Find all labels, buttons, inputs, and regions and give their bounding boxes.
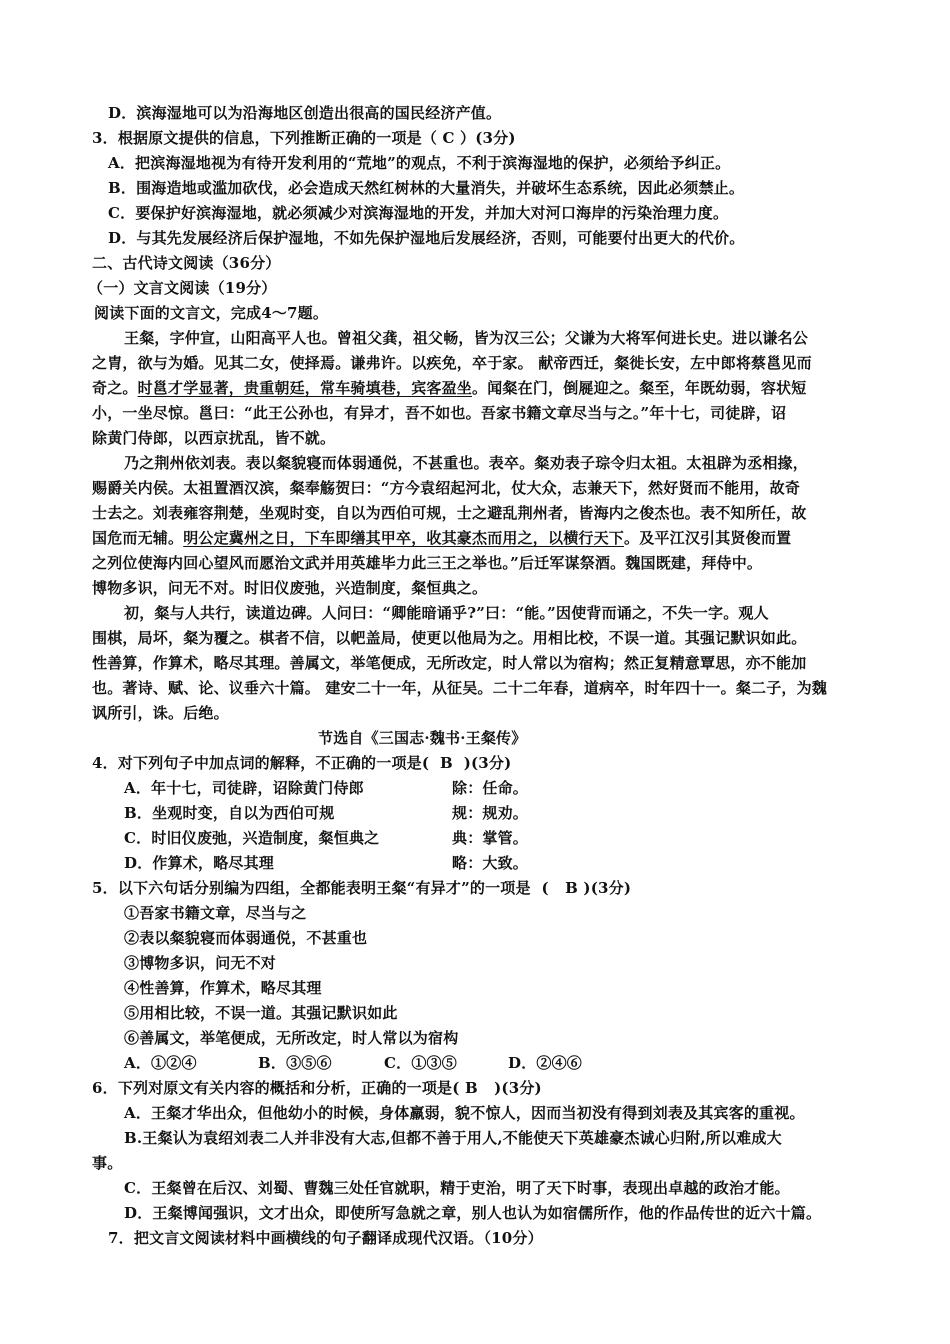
q5-sentence-1: ①吾家书籍文章，尽当与之	[124, 904, 307, 922]
q4-option-b: B．坐观时变，自以为西伯可规	[124, 804, 335, 822]
passage-line: 之胄，欲与为婚。见其二女，使择焉。谦弗许。以疾免，卒于家。 献帝西迁，粲徙长安，左中郎将蔡邕见而	[92, 354, 812, 372]
section-heading: 二、古代诗文阅读（36分）	[92, 254, 281, 272]
q3-stem: 3．根据原文提供的信息，下列推断正确的一项是（ C ）(3分)	[92, 129, 516, 147]
passage-line: 王粲，字仲宣，山阳高平人也。曾祖父龚，祖父畅，皆为汉三公；父谦为大将军何进长史。进以谦名公	[124, 329, 809, 347]
q7-stem: 7．把文言文阅读材料中画横线的句子翻译成现代汉语。（10分）	[108, 1229, 543, 1247]
passage-line: 小，一坐尽惊。邕曰：“此王公孙也，有异才，吾不如也。吾家书籍文章尽当与之。”年十七，司徒辟，诏	[92, 404, 787, 422]
q4-stem: 4．对下列句子中加点词的解释，不正确的一项是( B )(3分)	[92, 754, 512, 772]
underlined-sentence-2: 明公定冀州之日，下车即缮其甲卒，收其豪杰而用之，以横行天下	[183, 529, 625, 547]
passage-text: 国危而无辅。	[92, 529, 184, 547]
passage-line: 之列位使海内回心望风而愿治文武并用英雄毕力此三王之举也。”后迁军谋祭酒。魏国既建，拜侍中。	[92, 554, 763, 572]
q3-option-c: C．要保护好滨海湿地，就必须减少对滨海湿地的开发，并加大对河口海岸的污染治理力度。	[108, 204, 729, 222]
q4-option-c-gloss: 典：掌管。	[452, 829, 529, 847]
subsection-heading: （一）文言文阅读（19分）	[88, 279, 277, 297]
passage-source: 节选自《三国志·魏书·王粲传》	[318, 729, 527, 747]
q4-option-c: C．时旧仪废弛，兴造制度，粲恒典之	[124, 829, 380, 847]
q3-option-a: A．把滨海湿地视为有待开发利用的“荒地”的观点，不利于滨海湿地的保护，必须给予纠正。	[108, 154, 731, 172]
q5-option-a: A．①②④	[124, 1054, 197, 1072]
reading-instruction: 阅读下面的文言文，完成4～7题。	[94, 304, 329, 322]
passage-line: 乃之荆州依刘表。表以粲貌寝而体弱通侻，不甚重也。表卒。粲劝表子琮令归太祖。太祖辟为丞相掾，	[124, 454, 809, 472]
passage-line: 士去之。刘表雍容荆楚，坐观时变，自以为西伯可规，士之避乱荆州者，皆海内之俊杰也。表不知所任，故	[92, 504, 807, 522]
q4-option-d: D．作算术，略尽其理	[124, 854, 275, 872]
q5-sentence-5: ⑤用相比较，不误一道。其强记默识如此	[124, 1004, 398, 1022]
q5-option-b: B．③⑤⑥	[258, 1054, 332, 1072]
q5-sentence-6: ⑥善属文，举笔便成，无所改定，时人常以为宿构	[124, 1029, 459, 1047]
q6-option-b-cont: 事。	[92, 1154, 123, 1172]
passage-line	[92, 526, 791, 550]
passage-text: 。闻粲在门，倒屣迎之。粲至，年既幼弱，容状短	[472, 379, 807, 397]
q5-stem: 5．以下六句话分别编为四组，全都能表明王粲“有异才”的一项是 ( B )(3分)	[92, 879, 632, 897]
q3-option-d: D．与其先发展经济后保护湿地，不如先保护湿地后发展经济，否则，可能要付出更大的代价。	[108, 229, 745, 247]
passage-line: 讽所引，诛。后绝。	[92, 704, 229, 722]
passage-line: 除黄门侍郎，以西京扰乱，皆不就。	[92, 429, 336, 447]
q4-option-a: A．年十七，司徒辟，诏除黄门侍郎	[124, 779, 364, 797]
q6-option-b: B.王粲认为袁绍刘表二人并非没有大志,但都不善于用人,不能使天下英雄豪杰诚心归附,所以难成大	[124, 1129, 782, 1147]
q5-option-c: C．①③⑤	[384, 1054, 457, 1072]
passage-text: 奇之。	[92, 379, 138, 397]
q3-option-b: B．围海造地或滥加砍伐，必会造成天然红树林的大量消失，并破坏生态系统，因此必须禁止。	[108, 179, 745, 197]
passage-line: 博物多识，问无不对。时旧仪废弛，兴造制度，粲恒典之。	[92, 579, 488, 597]
q5-sentence-2: ②表以粲貌寝而体弱通侻，不甚重也	[124, 929, 368, 947]
q6-option-a: A．王粲才华出众，但他幼小的时候，身体羸弱，貌不惊人，因而当初没有得到刘表及其宾客的重视。	[124, 1104, 805, 1122]
q4-option-a-gloss: 除：任命。	[452, 779, 529, 797]
q5-sentence-4: ④性善算，作算术，略尽其理	[124, 979, 322, 997]
q5-sentence-3: ③博物多识，问无不对	[124, 954, 277, 972]
q6-stem: 6．下列对原文有关内容的概括和分析，正确的一项是( B )(3分)	[92, 1079, 542, 1097]
q2-option-d: D．滨海湿地可以为沿海地区创造出很高的国民经济产值。	[108, 104, 502, 122]
q5-option-d: D．②④⑥	[508, 1054, 583, 1072]
passage-line: 也。著诗、赋、论、议垂六十篇。 建安二十一年，从征吴。二十二年春，道病卒，时年四十一。粲二子，为魏	[92, 679, 828, 697]
underlined-sentence-1: 时邕才学显著，贵重朝廷，常车骑填巷，宾客盈坐	[137, 379, 473, 397]
passage-line	[92, 376, 806, 400]
q4-option-d-gloss: 略：大致。	[452, 854, 529, 872]
q4-option-b-gloss: 规：规劝。	[452, 804, 529, 822]
q6-option-d: D．王粲博闻强识，文才出众，即使所写急就之章，别人也认为如宿儒所作，他的作品传世的近六十篇。	[124, 1204, 822, 1222]
q6-option-c: C．王粲曾在后汉、刘蜀、曹魏三处任官就职，精于吏治，明了天下时事，表现出卓越的政治才能。	[124, 1179, 790, 1197]
passage-line: 赐爵关内侯。太祖置酒汉滨，粲奉觞贺曰：“方今袁绍起河北，仗大众，志兼天下，然好贤而不能用，故奇	[92, 479, 801, 497]
passage-line: 初，粲与人共行，读道边碑。人问曰：“卿能暗诵乎?”曰：“能。”因使背而诵之，不失一字。观人	[124, 604, 769, 622]
passage-text: 。及平江汉引其贤俊而置	[624, 529, 792, 547]
passage-line: 围棋，局坏，粲为覆之。棋者不信，以帊盖局，使更以他局为之。用相比校，不误一道。其强记默识如此。	[92, 629, 807, 647]
passage-line: 性善算，作算术，略尽其理。善属文，举笔便成，无所改定，时人常以为宿构；然正复精意覃思，亦不能加	[92, 654, 807, 672]
